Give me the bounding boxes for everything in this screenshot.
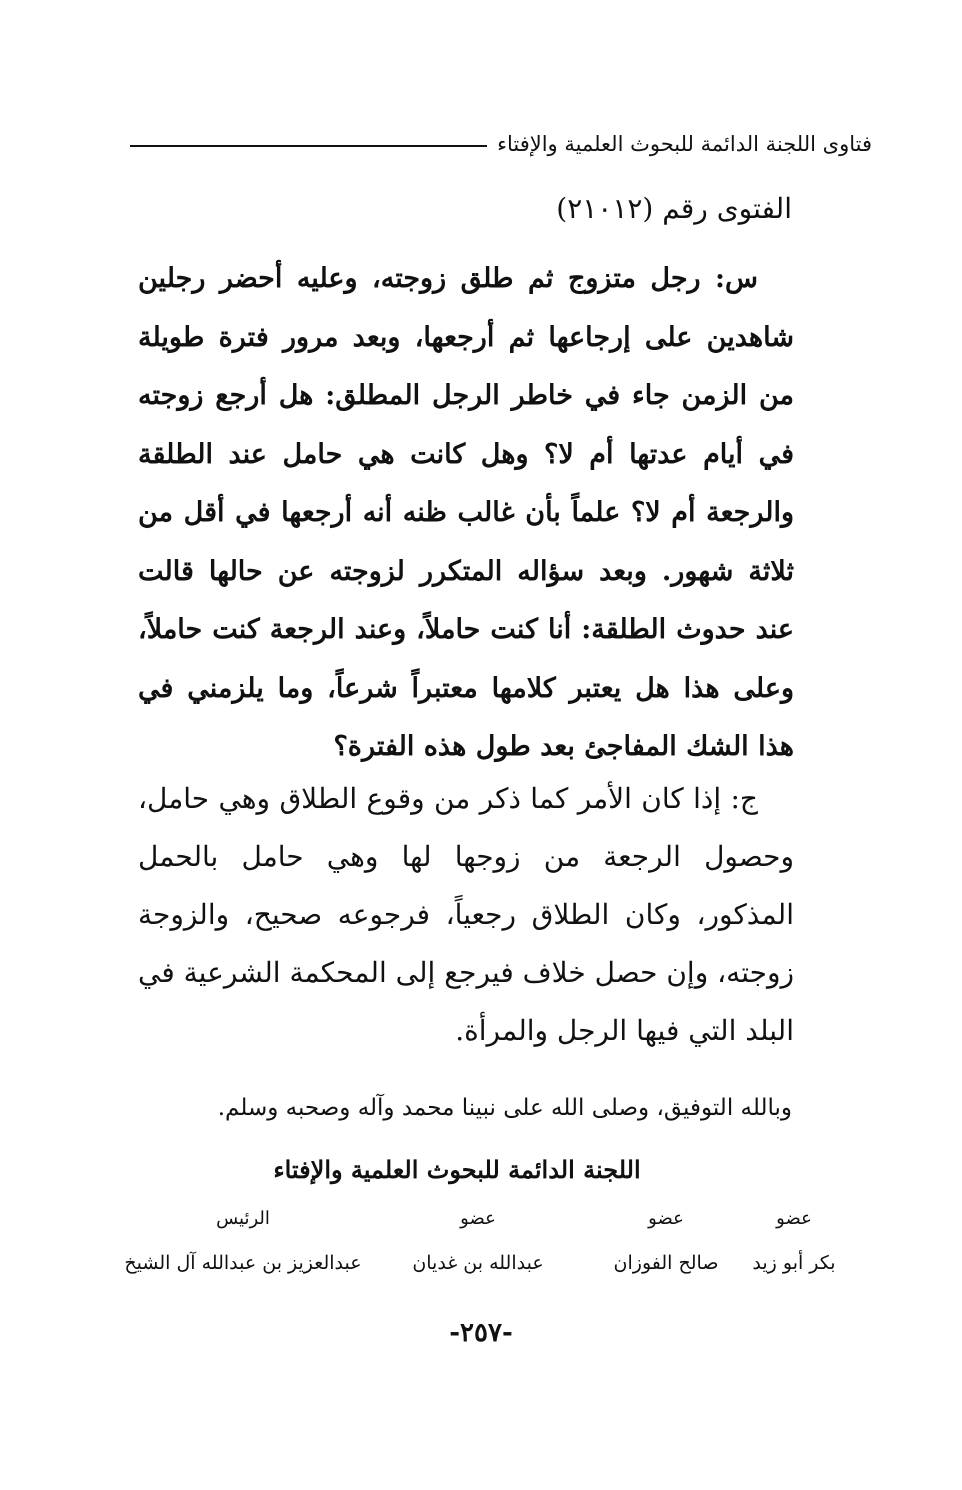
member-role: عضو xyxy=(648,1208,684,1229)
member-role: عضو xyxy=(776,1208,812,1229)
president-role: الرئيس xyxy=(216,1208,270,1229)
question-paragraph xyxy=(138,250,794,777)
answer-paragraph xyxy=(138,770,794,1060)
president-name: عبدالعزيز بن عبدالله آل الشيخ xyxy=(124,1252,362,1274)
closing-prayer: وبالله التوفيق، وصلى الله على نبينا محمد وآله وصحبه وسلم. xyxy=(217,1095,792,1121)
member-role: عضو xyxy=(460,1208,496,1229)
signature-roles xyxy=(136,1208,844,1238)
page-number: -٢٥٧- xyxy=(449,1318,513,1348)
member-name: بكر أبو زيد xyxy=(752,1252,836,1274)
answer-text: ج: إذا كان الأمر كما ذكر من وقوع الطلاق وهي حامل، وحصول الرجعة من زوجها لها وهي حامل بالحمل المذكور، وكان الطلاق رجعياً، فرجوعه صحيح، والزوجة زوجته، وإن حصل خلاف فيرجع إلى المحكمة الشرعية في البلد التي فيها الرجل والمرأة. xyxy=(138,782,794,1047)
running-title: فتاوى اللجنة الدائمة للبحوث العلمية والإفتاء xyxy=(497,132,872,156)
committee-name: اللجنة الدائمة للبحوث العلمية والإفتاء xyxy=(273,1155,641,1184)
member-name: صالح الفوزان xyxy=(613,1252,719,1274)
member-name: عبدالله بن غديان xyxy=(412,1252,544,1274)
question-text: س: رجل متزوج ثم طلق زوجته، وعليه أحضر رجلين شاهدين على إرجاعها ثم أرجعها، وبعد مرور فترة طويلة من الزمن جاء في خاطر الرجل المطلق: هل أرجع زوجته في أيام عدتها أم لا؟ وهل كانت هي حامل عند الطلقة والرجعة أم لا؟ علماً بأن غالب ظنه أنه أرجعها في أقل من ثلاثة شهور. وبعد سؤاله المتكرر لزوجته عن حالها قالت عند حدوث الطلقة: أنا كنت حاملاً، وعند الرجعة كنت حاملاً، وعلى هذا هل يعتبر كلامها معتبراً شرعاً، وما يلزمني في هذا الشك المفاجئ بعد طول هذه الفترة؟ xyxy=(138,263,794,762)
signature-names xyxy=(124,1252,844,1282)
header-rule xyxy=(130,145,487,147)
fatwa-number: الفتوى رقم (٢١٠١٢) xyxy=(556,192,792,225)
running-header xyxy=(130,126,872,162)
